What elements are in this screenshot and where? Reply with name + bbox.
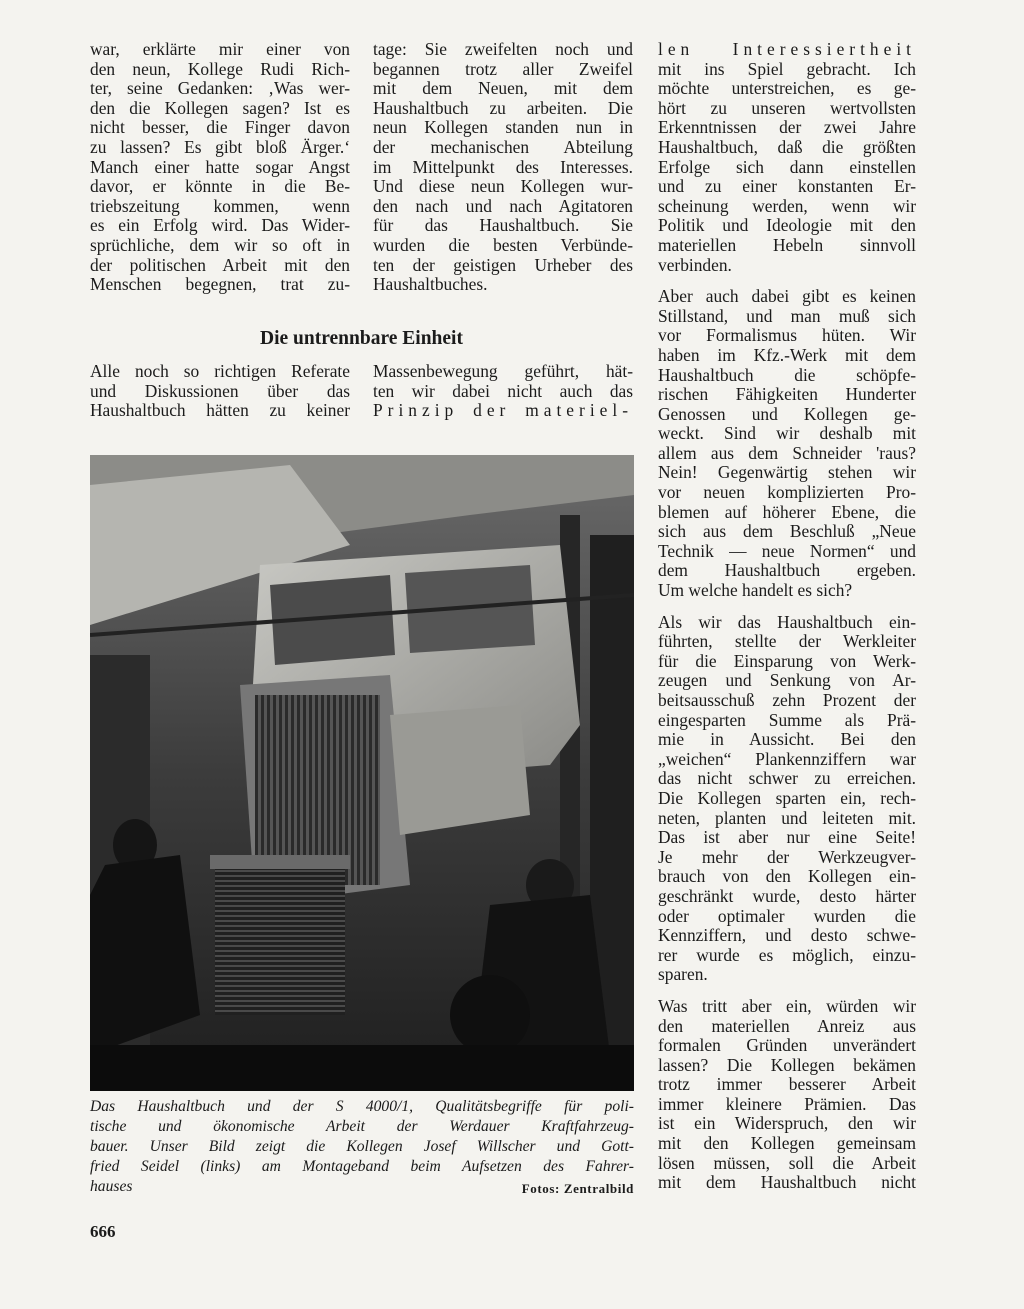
text-line: Alle noch so richtigen Referate [90, 361, 350, 381]
text-line: Was tritt aber ein, würden wir [658, 995, 916, 1016]
text-line: bauer. Unser Bild zeigt die Kollegen Josef Willscher und Gott- [90, 1138, 634, 1155]
paragraph [658, 287, 916, 601]
text-line: hauses [90, 1178, 133, 1195]
text-line: Prinzip der materiel- [373, 400, 633, 421]
paragraph [658, 40, 916, 275]
text-line: den die Kollegen sagen? Ist es [90, 97, 350, 118]
text-line: zeugen und Senkung von Ar- [658, 670, 916, 691]
text-line: führten, stellte der Werkleiter [658, 631, 916, 652]
text-line: ter, seine Gedanken: ‚Was wer- [90, 78, 350, 99]
text-line: Erfolge sich dann einstellen [658, 156, 916, 177]
text-line: lösen müssen, soll die Arbeit [658, 1152, 916, 1173]
column-3 [658, 40, 916, 1193]
column-2-bottom [373, 362, 633, 421]
text-line: vor Formalismus hüten. Wir [658, 325, 916, 346]
text-line: Haushaltbuch zu arbeiten. Die [373, 97, 633, 118]
text-line: dem Haushaltbuch ergeben. [658, 560, 916, 581]
text-line: Das ist aber nur eine Seite! [658, 827, 916, 848]
text-line: „weichen“ Plankennziffern war [658, 748, 916, 769]
column-1-bottom [90, 362, 350, 421]
text-line: triebszeitung kommen, wenn [90, 195, 350, 216]
text-line: und Diskussionen über das [90, 380, 350, 401]
text-line: sparen. [658, 964, 708, 985]
text-line: beitsausschuß zehn Prozent der [658, 690, 916, 710]
text-line: mit ins Spiel gebracht. Ich [658, 58, 916, 79]
text-line: hört zu unseren wertvollsten [658, 97, 916, 118]
text-line: ten der geistigen Urheber des [373, 254, 633, 275]
text-line: neten, planten und leiteten mit. [658, 807, 916, 828]
text-line: war, erklärte mir einer von [90, 39, 350, 59]
text-line: Um welche handelt es sich? [658, 580, 853, 601]
text-line: ten wir dabei nicht auch das [373, 380, 633, 401]
text-line: Und diese neun Kollegen wur- [373, 176, 633, 197]
text-line: Als wir das Haushaltbuch ein- [658, 611, 916, 632]
text-line: neun Kollegen standen nun in [373, 117, 633, 138]
text-line: sprüchliche, dem wir so oft in [90, 234, 350, 255]
text-line: tische und ökonomische Arbeit der Werdauer Kraftfahrzeug- [90, 1118, 634, 1135]
text-line: Menschen begegnen, trat zu- [90, 274, 350, 295]
text-line: geschränkt wurde, desto härter [658, 885, 916, 906]
text-line: den materiellen Anreiz aus [658, 1015, 916, 1036]
text-line: Technik — neue Normen“ und [658, 540, 916, 561]
text-line: möchte unterstreichen, es ge- [658, 78, 916, 99]
paragraph [658, 997, 916, 1193]
text-line: Das Haushaltbuch und der S 4000/1, Qualitätsbegriffe für poli- [90, 1098, 634, 1115]
text-line: den neun, Kollege Rudi Rich- [90, 58, 350, 79]
text-line: Nein! Gegenwärtig stehen wir [658, 462, 916, 483]
page-number: 666 [90, 1222, 116, 1241]
text-line: Die Kollegen sparten ein, rech- [658, 787, 916, 808]
photo-credit: Fotos: Zentralbild [521, 1181, 634, 1196]
text-line: der politischen Arbeit mit den [90, 254, 350, 275]
section-heading: Die untrennbare Einheit [260, 328, 463, 349]
text-line: sich aus dem Beschluß „Neue [658, 521, 916, 542]
text-line: formalen Gründen unverändert [658, 1035, 916, 1056]
text-line: Massenbewegung geführt, hät- [373, 361, 633, 381]
text-line: zu lassen? Es gibt bloß Ärger.‘ [90, 136, 350, 157]
text-line: immer kleinere Prämien. Das [658, 1093, 916, 1114]
text-line: Haushaltbuch, daß die größten [658, 136, 916, 157]
text-line: Je mehr der Werkzeugver- [658, 846, 916, 867]
text-line: haben im Kfz.-Werk mit dem [658, 344, 916, 365]
text-line: verbinden. [658, 254, 732, 275]
text-line: für das Haushaltbuch. Sie [373, 215, 633, 236]
text-line: begannen trotz aller Zweifel [373, 58, 633, 79]
text-line: Manch einer hatte sogar Angst [90, 156, 350, 177]
text-line: und zu einer konstanten Er- [658, 176, 916, 197]
text-line: das nicht schwer zu erreichen. [658, 768, 916, 789]
text-line: tage: Sie zweifelten noch und [373, 39, 633, 59]
text-line: Aber auch dabei gibt es keinen [658, 286, 916, 307]
text-line: oder optimaler wurden die [658, 905, 916, 926]
text-line: fried Seidel (links) am Montageband beim Aufsetzen des Fahrer- [90, 1158, 634, 1175]
text-line: materiellen Hebeln sinnvoll [658, 234, 916, 255]
text-line: Kennziffern, und desto schwe- [658, 925, 916, 946]
text-line: der mechanischen Abteilung [373, 136, 633, 157]
text-line: Genossen und Kollegen ge- [658, 403, 916, 424]
text-line: Haushaltbuches. [373, 274, 488, 295]
text-line: Politik und Ideologie mit den [658, 215, 916, 236]
text-line: es ein Erfolg wird. Das Wider- [90, 215, 350, 236]
text-line: Erkenntnissen der zwei Jahre [658, 117, 916, 138]
text-line: Haushaltbuch die schöpfe- [658, 364, 916, 385]
text-line: scheinung werden, wenn wir [658, 195, 916, 216]
text-line: lassen? Die Kollegen bekämen [658, 1054, 916, 1075]
text-line: vor neuen komplizierten Pro- [658, 482, 916, 503]
text-line: weckt. Sind wir deshalb mit [658, 423, 916, 444]
text-line: mit den Kollegen gemeinsam [658, 1133, 916, 1154]
text-line: Haushaltbuch hätten zu keiner [90, 400, 350, 421]
column-1-top [90, 40, 350, 295]
text-line: rischen Fähigkeiten Hunderter [658, 384, 916, 405]
text-line: nicht besser, die Finger davon [90, 117, 350, 138]
text-line: ist ein Widerspruch, den wir [658, 1113, 916, 1134]
text-line: blemen auf höherer Ebene, die [658, 501, 916, 522]
column-2-top [373, 40, 633, 295]
text-line: wurden die besten Verbünde- [373, 234, 633, 255]
text-line: im Mittelpunkt des Interesses. [373, 156, 633, 177]
text-line: mie in Aussicht. Bei den [658, 729, 916, 750]
text-line: den nach und nach Agitatoren [373, 195, 633, 216]
text-line: len Interessiertheit [658, 39, 916, 59]
text-line: rer wurde es möglich, einzu- [658, 944, 916, 965]
text-line: Stillstand, und man muß sich [658, 305, 916, 326]
text-line: eingesparten Summe als Prä- [658, 709, 916, 730]
text-line: davor, er könnte in die Be- [90, 176, 350, 197]
text-line: mit dem Haushaltbuch nicht [658, 1172, 916, 1193]
text-line: mit dem Neuen, mit dem [373, 78, 633, 99]
text-line: für die Einsparung von Werk- [658, 650, 916, 671]
text-line: brauch von den Kollegen ein- [658, 866, 916, 887]
text-line: trotz immer besserer Arbeit [658, 1074, 916, 1095]
truck-assembly-photo-image [90, 455, 634, 1091]
factory-photo [90, 455, 634, 1091]
text-line: allem aus dem Schneider 'raus? [658, 442, 916, 463]
paragraph [658, 613, 916, 985]
